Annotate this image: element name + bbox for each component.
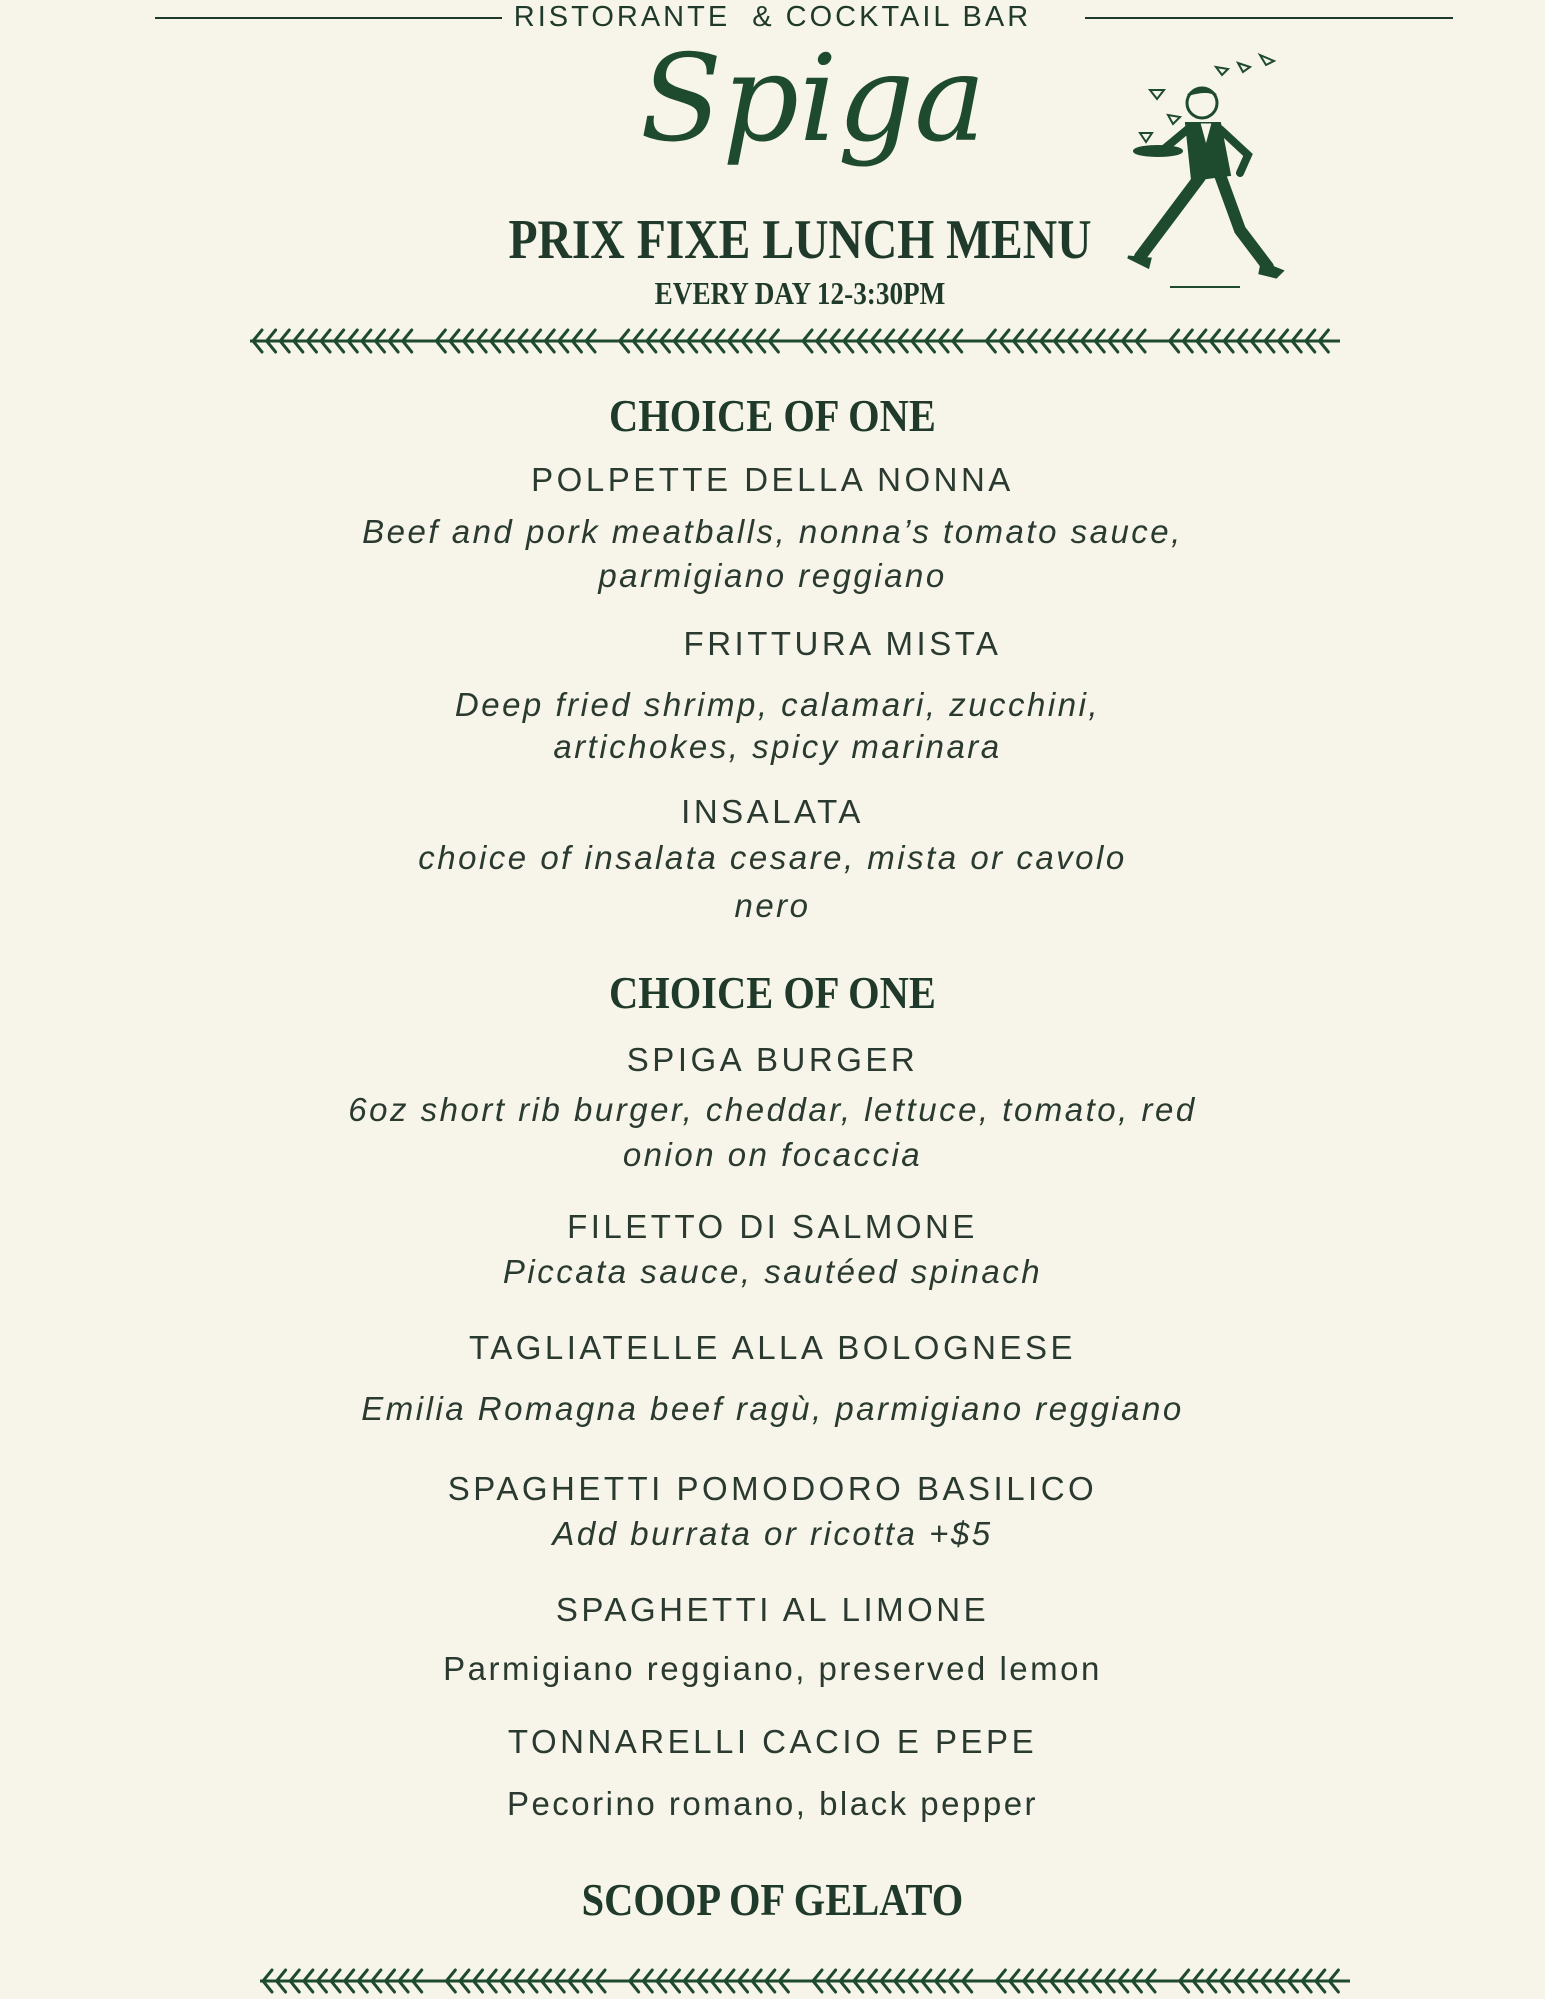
wheat-vine-divider-icon bbox=[255, 1964, 1355, 1998]
menu-item-name: FILETTO DI SALMONE bbox=[567, 1208, 978, 1245]
menu-item-name: SPAGHETTI AL LIMONE bbox=[555, 1591, 990, 1628]
spiga-logo: Spiga bbox=[640, 30, 986, 169]
tagline bbox=[0, 0, 1545, 34]
menu-item-description: Piccata sauce, sautéed spinach bbox=[502, 1253, 1043, 1290]
section-title: CHOICE OF ONE bbox=[609, 967, 936, 1018]
menu-item-name: INSALATA bbox=[681, 793, 864, 830]
tagline-text: RISTORANTE & COCKTAIL BAR bbox=[502, 1, 1043, 33]
menu-title: PRIX FIXE LUNCH MENU bbox=[508, 209, 1092, 271]
menu-item-name: TAGLIATELLE ALLA BOLOGNESE bbox=[468, 1329, 1076, 1366]
wheat-vine-divider-icon bbox=[245, 324, 1345, 358]
menu-item-name: SPIGA BURGER bbox=[626, 1041, 919, 1078]
section-title: SCOOP OF GELATO bbox=[581, 1874, 964, 1925]
menu-item-description: Pecorino romano, black pepper bbox=[506, 1785, 1039, 1822]
menu-item-name: SPAGHETTI POMODORO BASILICO bbox=[447, 1470, 1098, 1507]
menu-item-description: choice of insalata cesare, mista or cavolo bbox=[418, 839, 1127, 876]
menu-item-name: TONNARELLI CACIO E PEPE bbox=[507, 1723, 1038, 1760]
menu-item-description: onion on focaccia bbox=[622, 1136, 923, 1173]
menu-item-description: Emilia Romagna beef ragù, parmigiano reggiano bbox=[361, 1390, 1184, 1427]
menu-item-description: Beef and pork meatballs, nonna’s tomato sauce, bbox=[362, 513, 1183, 550]
menu-hours: EVERY DAY 12-3:30PM bbox=[654, 275, 946, 311]
section-title: CHOICE OF ONE bbox=[609, 390, 936, 441]
menu-item-description: Add burrata or ricotta +$5 bbox=[552, 1515, 993, 1552]
menu-item-description: Parmigiano reggiano, preserved lemon bbox=[443, 1650, 1102, 1687]
menu-item-name: FRITTURA MISTA bbox=[683, 625, 1002, 662]
menu-item-description: parmigiano reggiano bbox=[598, 557, 947, 594]
menu-item-name: POLPETTE DELLA NONNA bbox=[531, 461, 1014, 498]
menu-item-description: 6oz short rib burger, cheddar, lettuce, tomato, red bbox=[348, 1091, 1197, 1128]
menu-item-description: nero bbox=[734, 887, 811, 924]
menu-item-description: Deep fried shrimp, calamari, zucchini, bbox=[454, 686, 1101, 723]
menu-item-description: artichokes, spicy marinara bbox=[553, 728, 1002, 765]
